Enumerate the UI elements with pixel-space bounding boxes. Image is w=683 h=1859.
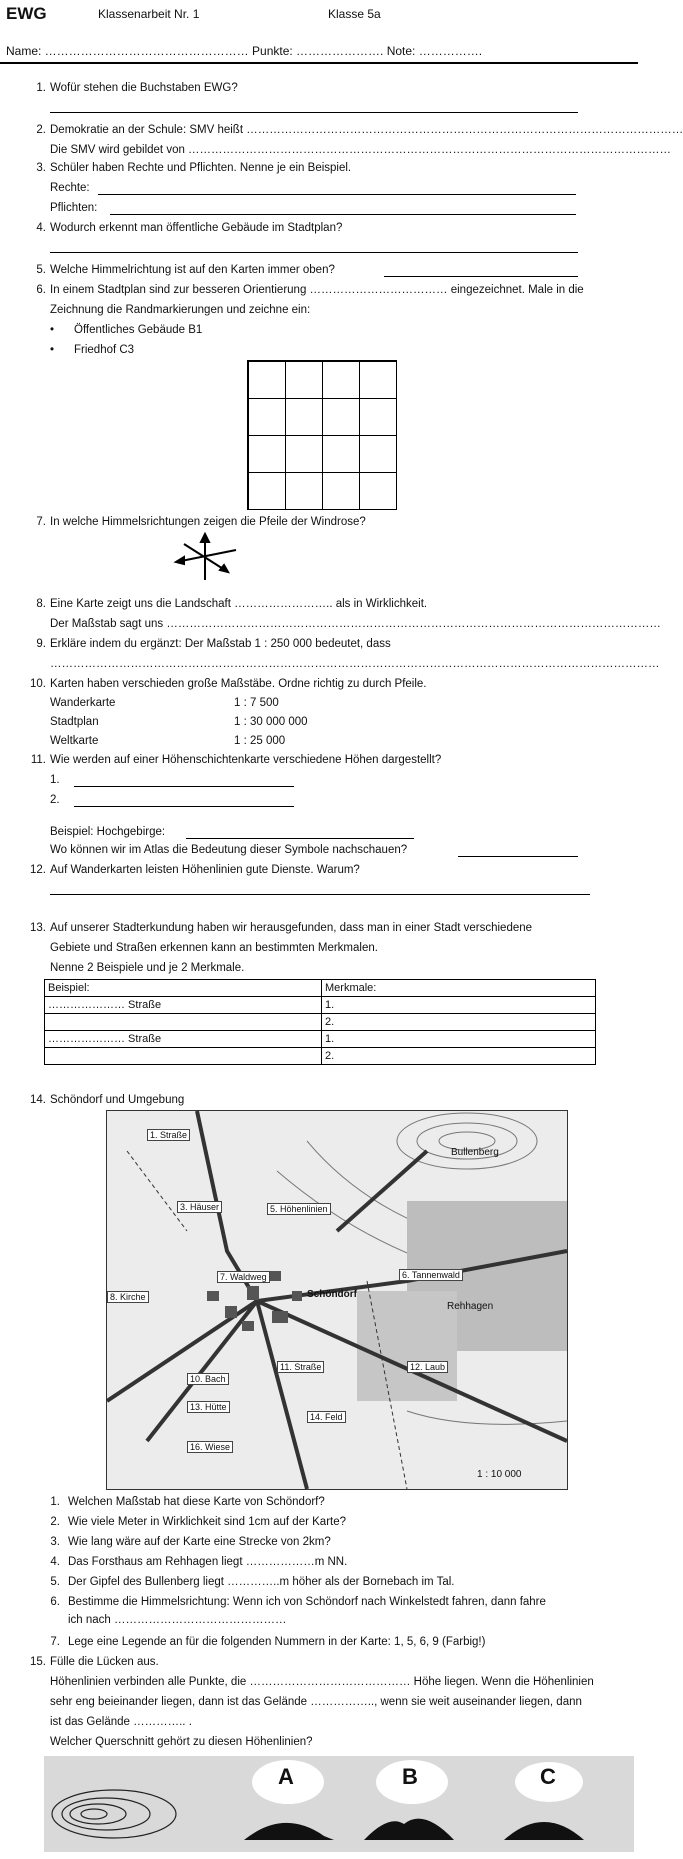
table-header: Merkmale: (322, 980, 596, 997)
answer-line[interactable] (50, 894, 590, 895)
answer-line[interactable] (384, 276, 578, 277)
map-forest-label: Rehhagen (447, 1301, 494, 1312)
map-grid[interactable] (247, 360, 397, 510)
option-b-label[interactable]: B (402, 1764, 418, 1789)
class-label: Klasse 5a (328, 7, 381, 21)
answer-line[interactable] (98, 194, 576, 195)
map-image: 1. Straße 3. Häuser 5. Höhenlinien 6. Tannenwald 7. Waldweg 8. Kirche 11. Straße 12. Laub 10. Bach 13. Hütte 14. Feld 16. Wiese Schöndorf Rehhagen Bullenberg 1 : 10 000 (106, 1110, 568, 1490)
cross-section-figure (44, 1756, 634, 1852)
table-header: Beispiel: (45, 980, 322, 997)
map-town-label: Schöndorf (307, 1289, 357, 1300)
table-cell[interactable] (45, 1048, 322, 1065)
answer-line[interactable] (50, 112, 578, 113)
answer-line[interactable] (74, 786, 294, 787)
compass-rose-icon (170, 532, 240, 582)
profile-a (244, 1823, 334, 1840)
answer-line[interactable] (110, 214, 576, 215)
answer-line[interactable] (50, 252, 578, 253)
map-scale-label: 1 : 10 000 (477, 1469, 522, 1480)
table-cell[interactable]: 2. (322, 1048, 596, 1065)
exam-title: Klassenarbeit Nr. 1 (98, 7, 200, 21)
subject-label: EWG (6, 4, 47, 23)
table-cell[interactable] (45, 1014, 322, 1031)
answer-line[interactable] (186, 838, 414, 839)
map-hill-label: Bullenberg (451, 1147, 499, 1158)
profile-c (504, 1822, 584, 1840)
contour-lines-icon (52, 1790, 176, 1838)
answer-line[interactable] (458, 856, 578, 857)
table-cell[interactable]: 1. (322, 1031, 596, 1048)
table-cell[interactable]: ………………… Straße (45, 1031, 322, 1048)
answer-line[interactable] (74, 806, 294, 807)
merkmale-table (44, 979, 596, 1065)
header-divider (0, 62, 638, 64)
table-cell[interactable]: 1. (322, 997, 596, 1014)
table-cell[interactable]: ………………… Straße (45, 997, 322, 1014)
table-cell[interactable]: 2. (322, 1014, 596, 1031)
map-drawing (107, 1111, 567, 1489)
option-a-label[interactable]: A (278, 1764, 294, 1789)
name-points-grade-line[interactable]: Name: …………………………………………… Punkte: …………………. Note: ……………. (6, 44, 483, 58)
profile-b (364, 1819, 454, 1840)
option-c-label[interactable]: C (540, 1764, 556, 1789)
